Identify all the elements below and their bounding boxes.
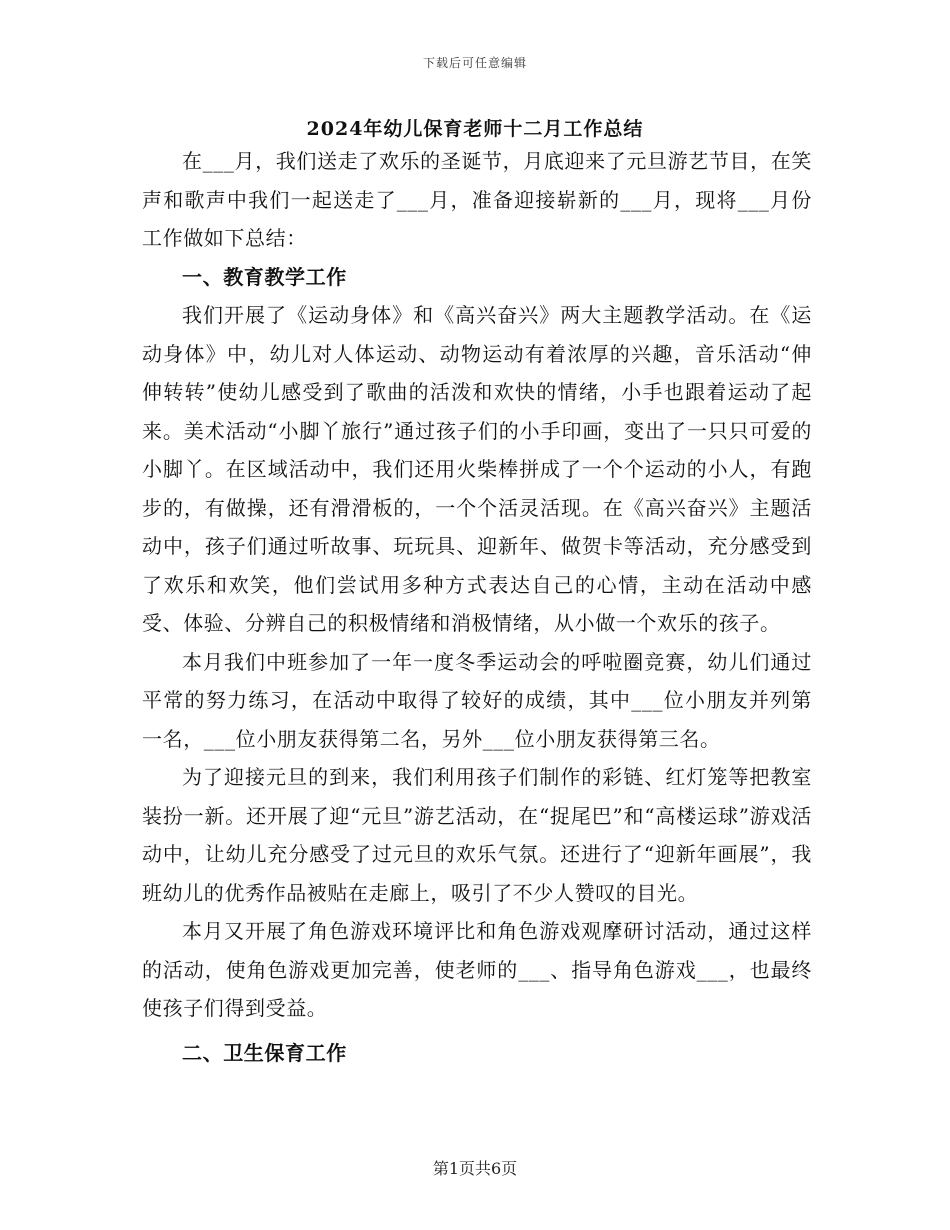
section-heading-education: 一、教育教学工作 [182, 264, 347, 289]
paragraph-new-year: 为了迎接元旦的到来，我们利用孩子们制作的彩链、红灯笼等把教室装扮一新。还开展了迎“元旦”游艺活动，在“捉尾巴”和“高楼运球”游戏活动中，让幼儿充分感受了过元旦的欢乐气氛。还进行了“迎新年画展”，我班幼儿的优秀作品被贴在走廊上，吸引了不少人赞叹的目光。 [142, 765, 812, 905]
intro-paragraph: 在___月，我们送走了欢乐的圣诞节，月底迎来了元旦游艺节目，在笑声和歌声中我们一起送走了___月，准备迎接崭新的___月，现将___月份工作做如下总结： [142, 149, 812, 250]
document-title: 2024年幼儿保育老师十二月工作总结 [306, 118, 644, 140]
section-heading-hygiene: 二、卫生保育工作 [182, 1040, 347, 1065]
page-number: 第1页共6页 [432, 1159, 518, 1178]
paragraph-themes: 我们开展了《运动身体》和《高兴奋兴》两大主题教学活动。在《运动身体》中，幼儿对人体运动、动物运动有着浓厚的兴趣，音乐活动“伸伸转转”使幼儿感受到了歌曲的活泼和欢快的情绪，小手也跟着运动了起来。美术活动“小脚丫旅行”通过孩子们的小手印画，变出了一只只可爱的小脚丫。在区域活动中，我们还用火柴棒拼成了一个个运动的小人，有跑步的，有做操，还有滑滑板的，一个个活灵活现。在《高兴奋兴》主题活动中，孩子们通过听故事、玩玩具、迎新年、做贺卡等活动，充分感受到了欢乐和欢笑，他们尝试用多种方式表达自己的心情，主动在活动中感受、体验、分辨自己的积极情绪和消极情绪，从小做一个欢乐的孩子。 [142, 303, 812, 635]
document-body [142, 142, 812, 1072]
paragraph-role-play: 本月又开展了角色游戏环境评比和角色游戏观摩研讨活动，通过这样的活动，使角色游戏更加完善，使老师的___、指导角色游戏___，也最终使孩子们得到受益。 [142, 919, 812, 1020]
header-note: 下载后可任意编辑 [422, 56, 527, 70]
paragraph-sports-meet: 本月我们中班参加了一年一度冬季运动会的呼啦圈竞赛，幼儿们通过平常的努力练习，在活动中取得了较好的成绩，其中___位小朋友并列第一名，___位小朋友获得第二名，另外___位小朋友获得第三名。 [142, 649, 812, 751]
